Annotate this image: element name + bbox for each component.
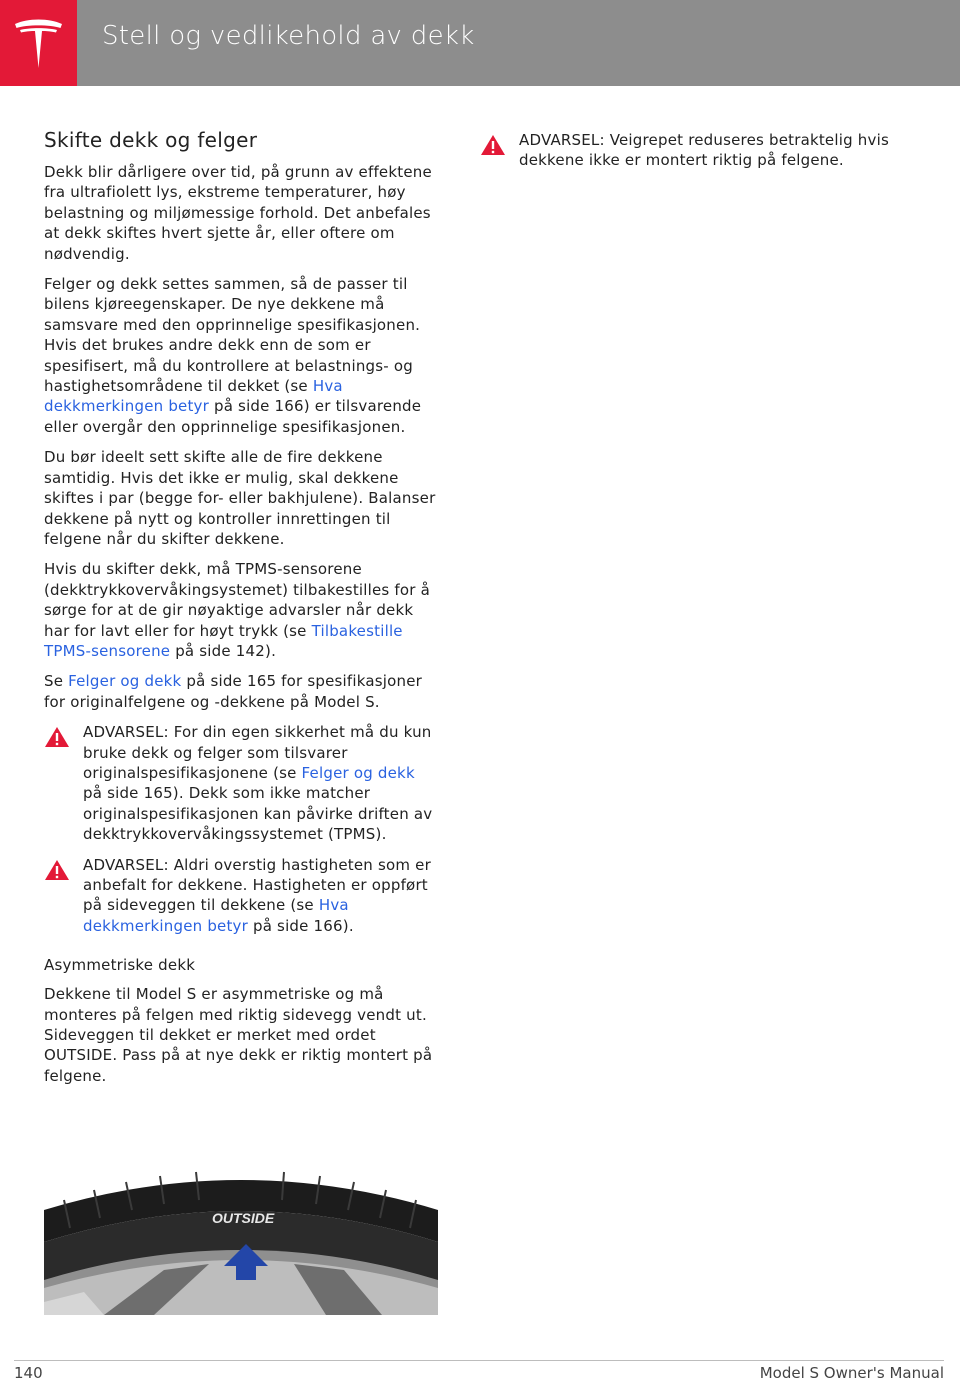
warning-safety: ADVARSEL: For din egen sikkerhet må du kun bruke dekk og felger som tilsvarer originalspesifikasjonene (se Felger og dekk på side 165). Dekk som ikke matcher originalspesifikasjonen kan påvirke driften av dekktrykkovervåkingssystemet (TPMS). xyxy=(44,722,438,844)
right-column xyxy=(480,128,900,181)
link-wheels-and-tires[interactable]: Felger og dekk xyxy=(68,672,182,691)
left-column xyxy=(44,128,438,1096)
link-tire-markings[interactable]: Hva dekkmerkingen betyr xyxy=(83,896,349,935)
page-title: Stell og vedlikehold av dekk xyxy=(102,21,475,51)
paragraph-replace-all: Du bør ideelt sett skifte alle de fire dekkene samtidig. Hvis det ikke er mulig, skal dekkene skiftes i par (begge for- eller bakhjulene). Balanser dekkene på nytt og kontroller innrettingen til felgene når du skifter dekkene. xyxy=(44,448,436,548)
page-header xyxy=(0,0,960,86)
warning-traction: ADVARSEL: Veigrepet reduseres betraktelig hvis dekkene ikke er montert riktig på felgene. xyxy=(480,130,900,171)
footer-divider xyxy=(14,1360,944,1361)
warning-triangle-icon xyxy=(480,134,506,156)
tire-sidewall-illustration xyxy=(44,1162,438,1315)
link-tire-markings[interactable]: Hva dekkmerkingen betyr xyxy=(44,377,343,416)
warning-triangle-icon xyxy=(44,726,70,748)
paragraph-wheels-tires-ref: Se Felger og dekk på side 165 for spesifikasjoner for originalfelgene og -dekkene på Model S. xyxy=(44,672,423,711)
warning-triangle-icon xyxy=(44,859,70,881)
warning-speed: ADVARSEL: Aldri overstig hastigheten som er anbefalt for dekkene. Hastigheten er oppført på sideveggen til dekkene (se Hva dekkmerkingen betyr på side 166). xyxy=(44,855,438,937)
tesla-logo xyxy=(0,0,77,86)
paragraph-specification: Felger og dekk settes sammen, så de passer til bilens kjøreegenskaper. De nye dekkene må samsvare med den opprinnelige spesifikasjonen. Hvis det brukes andre dekk enn de som er spesifisert, må du kontrollere at belastnings- og hastighetsområdene til dekket (se Hva dekkmerkingen betyr på side 166) er tilsvarende eller overgår den opprinnelige spesifikasjonen. xyxy=(44,275,422,436)
paragraph-asymmetric: Dekkene til Model S er asymmetriske og må monteres på felgen med riktig sidevegg vendt ut. Sideveggen til dekket er merket med ordet OUTSIDE. Pass på at nye dekk er riktig montert på felgene. xyxy=(44,985,433,1085)
paragraph-tire-aging: Dekk blir dårligere over tid, på grunn av effektene fra ultrafiolett lys, ekstreme temperaturer, høy belastning og miljømessige forhold. Det anbefales at dekk skiftes hvert sjette år, eller oftere om nødvendig. xyxy=(44,163,432,263)
tire-sidewall-image xyxy=(44,1162,438,1315)
subheading-asymmetric: Asymmetriske dekk xyxy=(44,956,196,975)
tesla-logo-icon xyxy=(12,18,65,70)
link-reset-tpms[interactable]: Tilbakestille TPMS-sensorene xyxy=(44,621,403,660)
paragraph-tpms-reset: Hvis du skifter dekk, må TPMS-sensorene (dekktrykkovervåkingsystemet) tilbakestilles for å sørge for at de gir nøyaktige advarsler når dekk har for lavt eller for høyt trykk (se Tilbakestille TPMS-sensorene på side 142). xyxy=(44,560,431,660)
outside-label: OUTSIDE xyxy=(212,1210,275,1226)
page-number: 140 xyxy=(14,1364,43,1382)
manual-name: Model S Owner's Manual xyxy=(759,1364,944,1382)
link-wheels-and-tires[interactable]: Felger og dekk xyxy=(301,763,415,782)
section-title: Skifte dekk og felger xyxy=(44,128,258,152)
